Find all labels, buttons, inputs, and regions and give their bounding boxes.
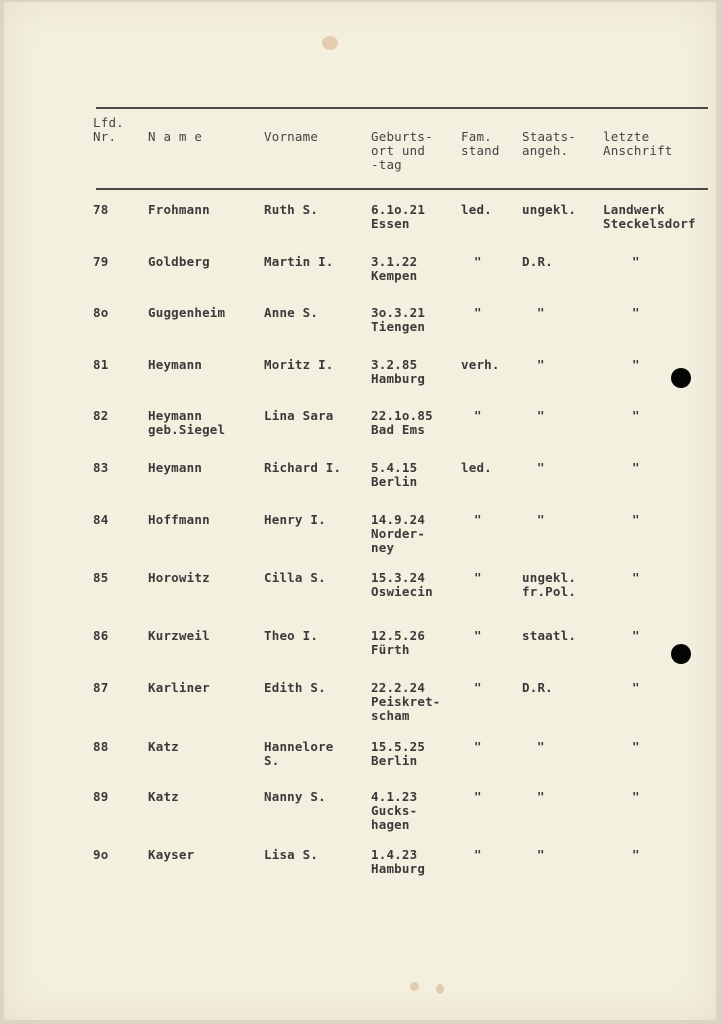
row-number: 88	[93, 739, 109, 754]
row-name: Katz	[148, 789, 179, 804]
row-famstand: "	[474, 680, 482, 695]
header-staatsangeh: Staats- angeh.	[522, 129, 577, 158]
row-name: Katz	[148, 739, 179, 754]
row-name: Kayser	[148, 847, 195, 862]
row-staatsangeh: "	[537, 357, 545, 372]
header-vorname: Vorname	[264, 129, 319, 144]
header-lfd-nr: Lfd. Nr.	[93, 115, 124, 144]
row-staatsangeh: D.R.	[522, 254, 553, 269]
row-vorname: Anne S.	[264, 305, 319, 320]
row-number: 84	[93, 512, 109, 527]
row-anschrift: "	[632, 847, 640, 862]
row-geburt: 15.5.25 Berlin	[371, 739, 426, 768]
stain-mark	[436, 984, 444, 994]
row-vorname: Lina Sara	[264, 408, 334, 423]
row-famstand: "	[474, 789, 482, 804]
row-famstand: led.	[461, 202, 492, 217]
row-staatsangeh: "	[537, 739, 545, 754]
row-staatsangeh: staatl.	[522, 628, 577, 643]
row-name: Frohmann	[148, 202, 210, 217]
row-vorname: Edith S.	[264, 680, 326, 695]
row-number: 8o	[93, 305, 109, 320]
row-anschrift: "	[632, 512, 640, 527]
row-staatsangeh: "	[537, 460, 545, 475]
row-vorname: Theo I.	[264, 628, 319, 643]
row-number: 81	[93, 357, 109, 372]
row-geburt: 5.4.15 Berlin	[371, 460, 418, 489]
row-anschrift: "	[632, 628, 640, 643]
row-geburt: 22.2.24 Peiskret- scham	[371, 680, 441, 723]
row-number: 83	[93, 460, 109, 475]
row-number: 85	[93, 570, 109, 585]
row-anschrift: "	[632, 408, 640, 423]
row-vorname: Richard I.	[264, 460, 342, 475]
row-famstand: "	[474, 847, 482, 862]
header-name: N a m e	[148, 129, 203, 144]
row-name: Goldberg	[148, 254, 210, 269]
row-famstand: led.	[461, 460, 492, 475]
row-name: Karliner	[148, 680, 210, 695]
row-staatsangeh: ungekl. fr.Pol.	[522, 570, 577, 599]
row-number: 79	[93, 254, 109, 269]
punch-hole	[671, 644, 691, 664]
row-famstand: "	[474, 408, 482, 423]
row-geburt: 3.1.22 Kempen	[371, 254, 418, 283]
row-anschrift: "	[632, 789, 640, 804]
row-vorname: Henry I.	[264, 512, 326, 527]
stain-mark	[410, 982, 419, 991]
row-anschrift: "	[632, 460, 640, 475]
row-number: 82	[93, 408, 109, 423]
row-famstand: "	[474, 254, 482, 269]
header-geburt: Geburts- ort und -tag	[371, 129, 433, 172]
row-famstand: "	[474, 512, 482, 527]
row-famstand: "	[474, 570, 482, 585]
row-name: Heymann	[148, 460, 203, 475]
row-staatsangeh: "	[537, 847, 545, 862]
row-name: Kurzweil	[148, 628, 210, 643]
row-vorname: Moritz I.	[264, 357, 334, 372]
row-anschrift: "	[632, 305, 640, 320]
row-vorname: Lisa S.	[264, 847, 319, 862]
row-number: 9o	[93, 847, 109, 862]
row-famstand: verh.	[461, 357, 500, 372]
header-anschrift: letzte Anschrift	[603, 129, 673, 158]
row-anschrift: "	[632, 357, 640, 372]
row-staatsangeh: "	[537, 305, 545, 320]
row-vorname: Cilla S.	[264, 570, 326, 585]
row-anschrift: "	[632, 254, 640, 269]
row-staatsangeh: "	[537, 512, 545, 527]
punch-hole	[671, 368, 691, 388]
row-staatsangeh: D.R.	[522, 680, 553, 695]
row-staatsangeh: ungekl.	[522, 202, 577, 217]
row-vorname: Martin I.	[264, 254, 334, 269]
row-famstand: "	[474, 628, 482, 643]
row-vorname: Hannelore S.	[264, 739, 334, 768]
row-staatsangeh: "	[537, 789, 545, 804]
table-top-rule	[96, 107, 708, 109]
row-anschrift: Landwerk Steckelsdorf	[603, 202, 696, 231]
row-geburt: 22.1o.85 Bad Ems	[371, 408, 433, 437]
row-name: Heymann geb.Siegel	[148, 408, 226, 437]
row-geburt: 15.3.24 Oswiecin	[371, 570, 433, 599]
row-geburt: 3o.3.21 Tiengen	[371, 305, 426, 334]
row-anschrift: "	[632, 570, 640, 585]
header-famstand: Fam. stand	[461, 129, 500, 158]
row-anschrift: "	[632, 680, 640, 695]
row-name: Guggenheim	[148, 305, 226, 320]
row-name: Hoffmann	[148, 512, 210, 527]
row-number: 89	[93, 789, 109, 804]
row-anschrift: "	[632, 739, 640, 754]
row-geburt: 3.2.85 Hamburg	[371, 357, 426, 386]
row-geburt: 4.1.23 Gucks- hagen	[371, 789, 418, 832]
row-number: 78	[93, 202, 109, 217]
document-page	[4, 2, 716, 1020]
row-geburt: 6.1o.21 Essen	[371, 202, 426, 231]
row-vorname: Nanny S.	[264, 789, 326, 804]
table-header-rule	[96, 188, 708, 190]
row-geburt: 12.5.26 Fürth	[371, 628, 426, 657]
row-geburt: 1.4.23 Hamburg	[371, 847, 426, 876]
row-famstand: "	[474, 739, 482, 754]
row-name: Heymann	[148, 357, 203, 372]
row-number: 87	[93, 680, 109, 695]
row-famstand: "	[474, 305, 482, 320]
row-number: 86	[93, 628, 109, 643]
stain-mark	[322, 36, 338, 50]
row-vorname: Ruth S.	[264, 202, 319, 217]
row-staatsangeh: "	[537, 408, 545, 423]
row-geburt: 14.9.24 Norder- ney	[371, 512, 426, 555]
row-name: Horowitz	[148, 570, 210, 585]
